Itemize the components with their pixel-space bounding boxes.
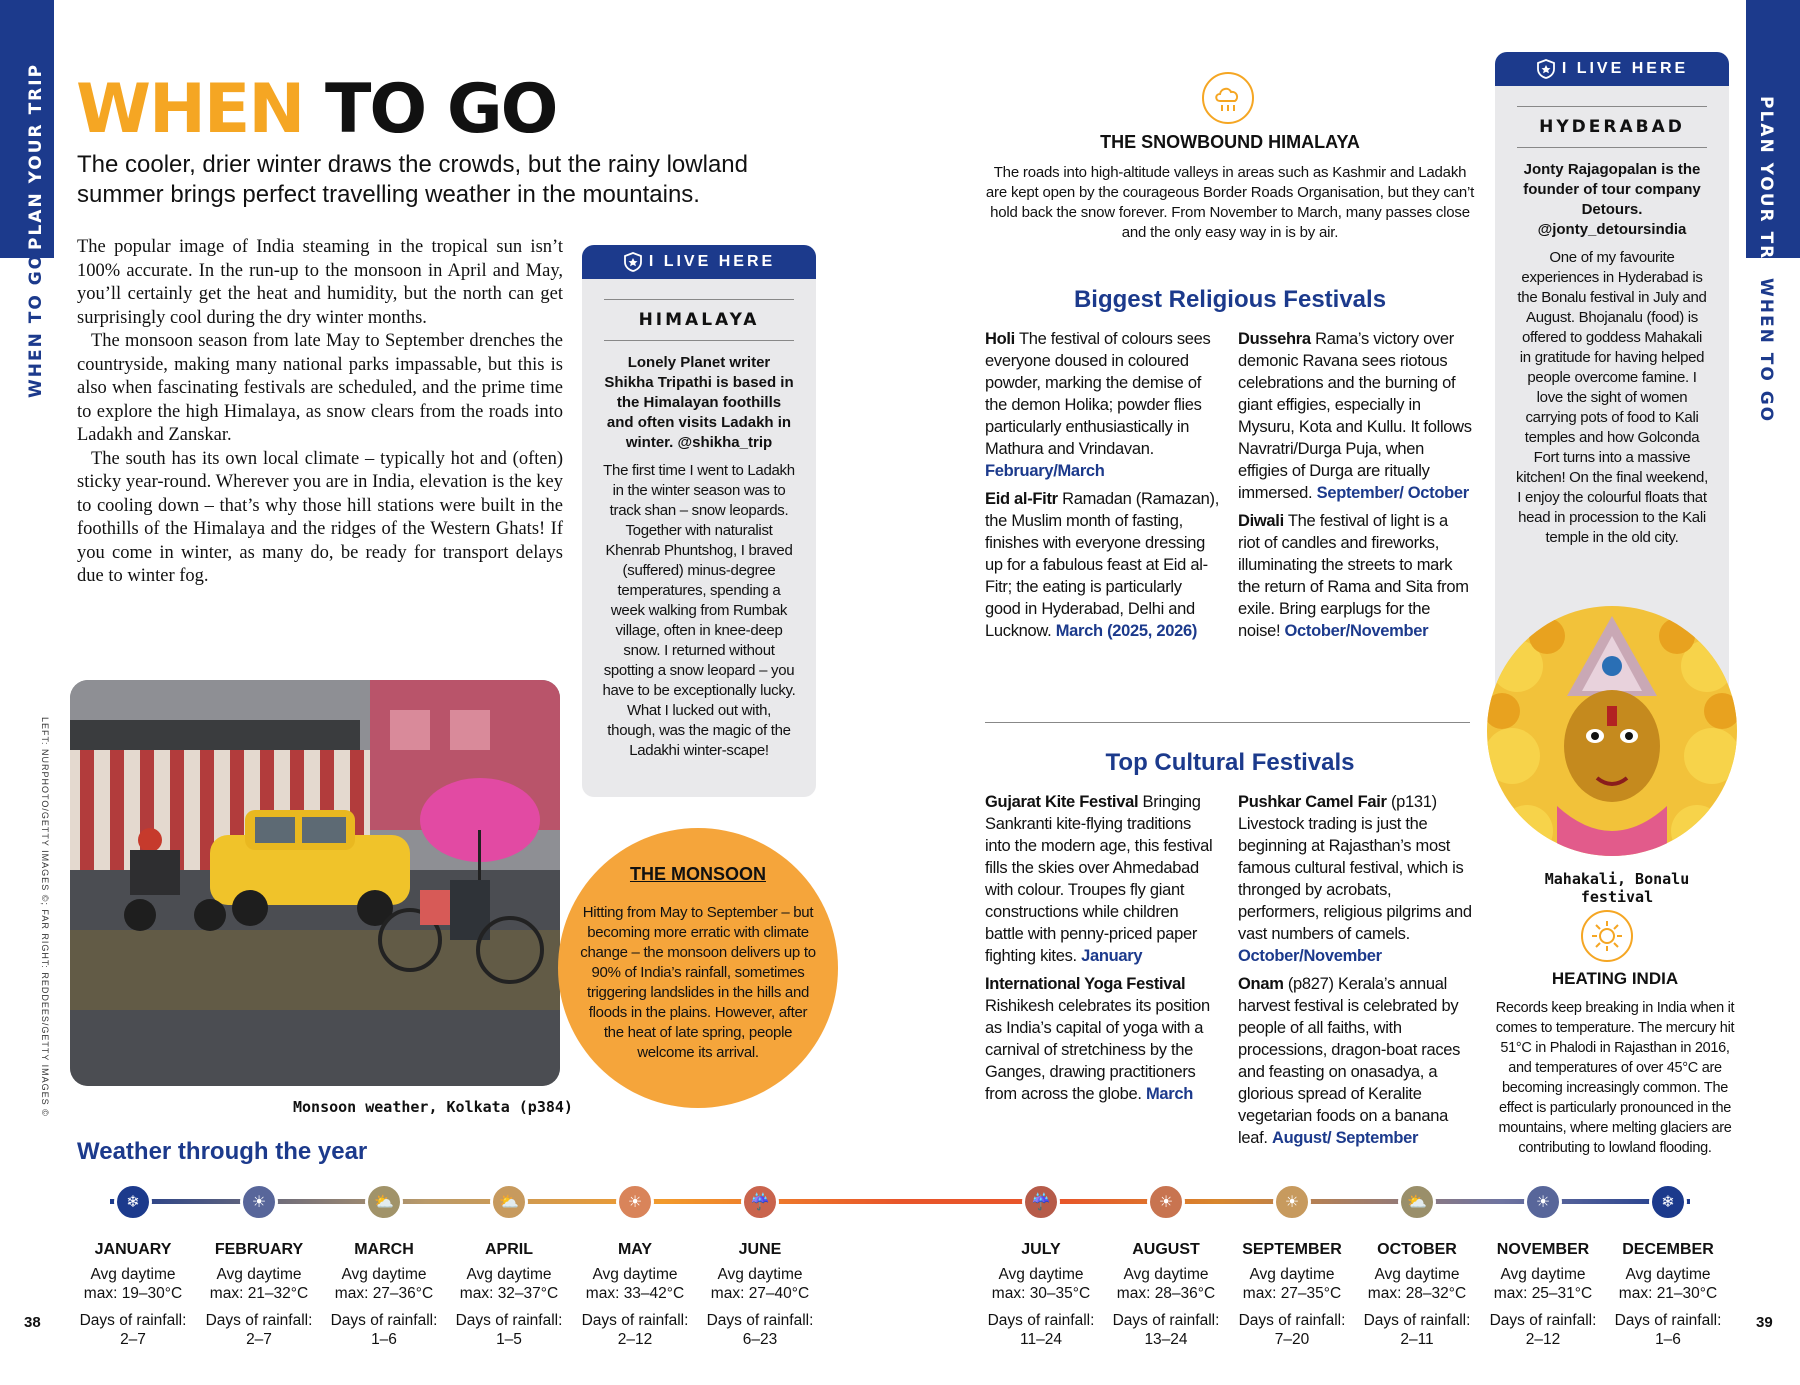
- festival-item: [1238, 328, 1473, 504]
- festival-date: March (2025, 2026): [1055, 622, 1198, 640]
- sidebar-section-label: PLAN YOUR TRIP: [26, 62, 46, 250]
- festival-name: Pushkar Camel Fair: [1238, 793, 1387, 811]
- page-number-right: 39: [1756, 1314, 1773, 1331]
- month-name: MARCH: [354, 1241, 414, 1258]
- max-temp: max: 32–37°C: [459, 1285, 559, 1302]
- max-temp: max: 27–40°C: [710, 1285, 810, 1302]
- festival-date: October/November: [1238, 947, 1382, 965]
- festival-name: Eid al-Fitr: [985, 490, 1058, 508]
- month-name: MAY: [617, 1241, 653, 1258]
- intro-text: [77, 236, 563, 589]
- sidebar-section-label-right: PLAN YOUR TRIP: [1756, 96, 1776, 284]
- max-temp: max: 27–35°C: [1242, 1285, 1342, 1302]
- intro-paragraph: The south has its own local climate – typically hot and (often) sticky year-round. Wherever you are in India, elevation is the key to cooling down – that’s why those hill stations were built in the foothills of the Himalaya and the ridges of the Western Ghats! If you come in winter, as many do, be ready for transport delays due to winter fog.: [77, 448, 563, 586]
- monsoon-callout: [558, 828, 838, 1108]
- sun-icon: [1581, 910, 1633, 962]
- festival-name: Diwali: [1238, 512, 1284, 530]
- month-column: [1354, 1183, 1480, 1349]
- festival-item: [985, 328, 1220, 482]
- mahakali-photo: [1487, 606, 1737, 856]
- page-number-left: 38: [24, 1314, 41, 1331]
- panel-intro: Jonty Rajagopalan is the founder of tour company Detours. @jonty_detoursindia: [1523, 161, 1701, 238]
- festival-text: The festival of colours sees everyone doused in coloured powder, marking the demise of the demon Holika; powder flies particularly enthusiastically in Mathura and Vrindavan.: [985, 330, 1211, 458]
- heating-heading: HEATING INDIA: [1551, 969, 1679, 988]
- month-name: DECEMBER: [1622, 1241, 1714, 1258]
- month-name: JULY: [1021, 1241, 1061, 1258]
- rain-days: 2–12: [617, 1331, 653, 1348]
- panel-place: HIMALAYA: [604, 299, 794, 341]
- festival-text: Rama’s victory over demonic Ravana sees riotous celebrations and the burning of giant effigies, especially in Mysuru, Kota and Kullu. It follows Navratri/Durga Puja, when effigies of Durga are ritually immersed.: [1238, 330, 1472, 502]
- page-subtitle: The cooler, drier winter draws the crowds, but the rainy lowland summer brings perfect travelling weather in the mountains.: [77, 151, 748, 208]
- panel-body: One of my favourite experiences in Hyderabad is the Bonalu festival in July and August. Bhojanalu (food) is offered to goddess Mahakali in gratitude for having helped people overcome famine. I love the sight of women carrying pots of food to Kali temples and how Golconda Fort turns into a massive kitchen! On the final weekend, I enjoy the colourful floats that head in procession to the Kali temple in the old city.: [1516, 249, 1708, 546]
- festival-text: (p827) Kerala’s annual harvest festival is celebrated by people of all faiths, with processions, dragon-boat races and feasting on onasadya, a glorious spread of Keralite vegetarian foods on a banana leaf.: [1238, 975, 1461, 1147]
- monsoon-photo: [70, 680, 560, 1086]
- avg-label: Avg daytime: [717, 1266, 803, 1283]
- rain-days: 13–24: [1144, 1331, 1188, 1348]
- festival-text: Bringing Sankranti kite-flying traditions into the modern age, this festival fills the skies over Ahmedabad with colour. Troupes fly giant constructions while children battle with penny-priced paper fighting kites.: [985, 793, 1213, 965]
- snowflake-icon: ❄: [1649, 1183, 1687, 1221]
- rain-cloud-icon: ☔: [741, 1183, 779, 1221]
- section-divider: [985, 722, 1470, 723]
- rain-label: Days of rainfall:: [79, 1312, 187, 1329]
- rain-label: Days of rainfall:: [1614, 1312, 1722, 1329]
- sun-icon: ☀: [240, 1183, 278, 1221]
- panel-header: [582, 245, 816, 279]
- month-column: [70, 1183, 196, 1349]
- month-column: [1103, 1183, 1229, 1349]
- festival-text: (p131) Livestock trading is just the beginning at Rajasthan’s most famous cultural festival, which is thronged by acrobats, performers, religious pilgrims and vast numbers of camels.: [1238, 793, 1472, 943]
- rain-days: 1–6: [1655, 1331, 1681, 1348]
- month-column: [446, 1183, 572, 1349]
- avg-label: Avg daytime: [1625, 1266, 1711, 1283]
- photo-credit: LEFT: NURPHOTO/GETTY IMAGES ©; FAR RIGHT: REDDEES/GETTY IMAGES ©: [40, 717, 50, 1117]
- sun-icon: ☀: [616, 1183, 654, 1221]
- month-column: [572, 1183, 698, 1349]
- festival-text: The festival of light is a riot of candles and fireworks, illuminating the streets to mark the return of Rama and Sita from exile. Bring earplugs for the noise!: [1238, 512, 1469, 640]
- festival-text: Rishikesh celebrates its position as India’s capital of yoga with a carnival of stretchiness by the Ganges, drawing practitioners from across the globe.: [985, 997, 1210, 1103]
- goddess-illustration: [1487, 606, 1737, 856]
- monsoon-heading: THE MONSOON: [629, 864, 766, 884]
- month-column: [978, 1183, 1104, 1349]
- festival-name: Holi: [985, 330, 1015, 348]
- month-column: [1229, 1183, 1355, 1349]
- max-temp: max: 30–35°C: [991, 1285, 1091, 1302]
- month-name: OCTOBER: [1377, 1241, 1457, 1258]
- rain-days: 1–6: [371, 1331, 397, 1348]
- monsoon-street-illustration: [70, 680, 560, 1086]
- festival-name: Onam: [1238, 975, 1284, 993]
- festival-name: International Yoga Festival: [985, 975, 1186, 993]
- rain-label: Days of rainfall:: [581, 1312, 689, 1329]
- rain-label: Days of rainfall:: [1238, 1312, 1346, 1329]
- festival-item: [1238, 791, 1473, 967]
- sun-icon: ☀: [1524, 1183, 1562, 1221]
- rain-cloud-icon: ☔: [1022, 1183, 1060, 1221]
- month-name: SEPTEMBER: [1242, 1241, 1342, 1258]
- rain-days: 2–7: [120, 1331, 146, 1348]
- rain-label: Days of rainfall:: [455, 1312, 563, 1329]
- max-temp: max: 28–32°C: [1367, 1285, 1467, 1302]
- month-name: JUNE: [738, 1241, 782, 1258]
- rain-days: 2–11: [1400, 1331, 1434, 1348]
- badge-icon: [1536, 59, 1556, 79]
- monsoon-text: Hitting from May to September – but becoming more erratic with climate change – the monsoon delivers up to 90% of India’s rainfall, sometimes triggering landslides in the hills and floods in the plains. However, after the heat of late spring, people welcome its arrival.: [580, 904, 816, 1061]
- festival-date: September/ October: [1316, 484, 1469, 502]
- partly-cloudy-icon: ⛅: [1398, 1183, 1436, 1221]
- month-column: [697, 1183, 823, 1349]
- avg-label: Avg daytime: [90, 1266, 176, 1283]
- heating-text: Records keep breaking in India when it comes to temperature. The mercury hit 51°C in Phalodi in Rajasthan in 2016, and temperatures of over 45°C are becoming increasingly common. The effect is particularly pronounced in the mountains, where melting glaciers are contributing to lowland flooding.: [1495, 1000, 1735, 1156]
- avg-label: Avg daytime: [592, 1266, 678, 1283]
- festival-name: Gujarat Kite Festival: [985, 793, 1139, 811]
- rain-label: Days of rainfall:: [1363, 1312, 1471, 1329]
- sidebar-chapter-label: WHEN TO GO: [26, 252, 46, 398]
- festival-date: October/November: [1284, 622, 1429, 640]
- cultural-column-right: [1238, 791, 1473, 1155]
- partly-cloudy-icon: ⛅: [365, 1183, 403, 1221]
- max-temp: max: 21–32°C: [209, 1285, 309, 1302]
- festival-item: [1238, 510, 1473, 642]
- avg-label: Avg daytime: [466, 1266, 552, 1283]
- max-temp: max: 33–42°C: [585, 1285, 685, 1302]
- month-name: APRIL: [485, 1241, 533, 1258]
- max-temp: max: 27–36°C: [334, 1285, 434, 1302]
- religious-festivals-heading: Biggest Religious Festivals: [1073, 286, 1387, 313]
- snowbound-text: The roads into high-altitude valleys in areas such as Kashmir and Ladakh are kept open by the courageous Border Roads Organisation, but they can’t hold back the snow forever. From November to March, many passes close and the only easy way in is by air.: [985, 164, 1475, 241]
- photo-caption: Monsoon weather, Kolkata (p384): [293, 1098, 573, 1116]
- avg-label: Avg daytime: [1249, 1266, 1335, 1283]
- month-name: FEBRUARY: [214, 1241, 304, 1258]
- rain-days: 1–5: [496, 1331, 522, 1348]
- month-column: [1480, 1183, 1606, 1349]
- sidebar-chapter-label-right: WHEN TO GO: [1756, 278, 1776, 424]
- month-column: [1605, 1183, 1731, 1349]
- panel-header-label: I LIVE HERE: [648, 253, 776, 270]
- intro-paragraph: The popular image of India steaming in the tropical sun isn’t 100% accurate. In the run-up to the monsoon in April and May, you’ll certainly get the heat and humidity, but the north can get surprisingly cool during the dry winter months.: [77, 237, 563, 328]
- panel-intro: Lonely Planet writer Shikha Tripathi is based in the Himalayan foothills and often visits Ladakh in winter. @shikha_trip: [604, 354, 794, 451]
- rain-label: Days of rainfall:: [1489, 1312, 1597, 1329]
- festival-date: August/ September: [1271, 1129, 1419, 1147]
- title-rest: TO GO: [324, 70, 557, 149]
- festival-date: February/March: [985, 462, 1105, 480]
- rain-days: 7–20: [1274, 1331, 1310, 1348]
- rain-days: 2–7: [246, 1331, 272, 1348]
- rain-label: Days of rainfall:: [706, 1312, 814, 1329]
- i-live-here-himalaya-panel: [582, 245, 816, 797]
- avg-label: Avg daytime: [998, 1266, 1084, 1283]
- weather-heading: Weather through the year: [77, 1138, 368, 1165]
- cultural-festivals-heading: Top Cultural Festivals: [1105, 749, 1355, 776]
- festival-date: January: [1081, 947, 1143, 965]
- month-name: JANUARY: [94, 1241, 172, 1258]
- intro-paragraph: The monsoon season from late May to September drenches the countryside, making many national parks impassable, but this is also when fascinating festivals are scheduled, and the prime time to explore the high Himalaya, as snow clears from the roads into Ladakh and Zanskar.: [77, 331, 563, 445]
- rain-days: 11–24: [1020, 1331, 1062, 1348]
- rain-days: 2–12: [1525, 1331, 1561, 1348]
- festival-text: Ramadan (Ramazan), the Muslim month of fasting, finishes with everyone dressing up for a fabulous feast at Eid al-Fitr; the eating is particularly good in Hyderabad, Delhi and Lucknow.: [985, 490, 1219, 640]
- max-temp: max: 21–30°C: [1618, 1285, 1718, 1302]
- panel-header-label: I LIVE HERE: [1561, 60, 1689, 77]
- avg-label: Avg daytime: [1123, 1266, 1209, 1283]
- rain-label: Days of rainfall:: [1112, 1312, 1220, 1329]
- partly-cloudy-icon: ⛅: [490, 1183, 528, 1221]
- page-title: [76, 70, 556, 150]
- panel-body: The first time I went to Ladakh in the winter season was to track shan – snow leopards. Together with naturalist Khenrab Phuntshog, I braved (suffered) minus-degree temperatures, spending a week walking from Rumbak village, often in knee-deep snow. I returned without spotting a snow leopard – you have to be exceptionally lucky. What I lucked out with, though, was the magic of the Ladakhi winter-scape!: [602, 462, 796, 759]
- avg-label: Avg daytime: [1374, 1266, 1460, 1283]
- snow-cloud-icon: [1202, 72, 1254, 124]
- panel-place: HYDERABAD: [1517, 106, 1707, 148]
- festival-item: [1238, 973, 1473, 1149]
- rain-label: Days of rainfall:: [205, 1312, 313, 1329]
- festival-item: [985, 973, 1220, 1105]
- mahakali-caption: Mahakali, Bonalu festival: [1544, 870, 1690, 906]
- month-name: NOVEMBER: [1496, 1241, 1590, 1258]
- snowflake-icon: ❄: [114, 1183, 152, 1221]
- avg-label: Avg daytime: [1500, 1266, 1586, 1283]
- max-temp: max: 28–36°C: [1116, 1285, 1216, 1302]
- festival-name: Dussehra: [1238, 330, 1311, 348]
- max-temp: max: 19–30°C: [83, 1285, 183, 1302]
- religious-column-right: [1238, 328, 1473, 648]
- title-accent: WHEN: [76, 70, 304, 149]
- month-column: [321, 1183, 447, 1349]
- avg-label: Avg daytime: [341, 1266, 427, 1283]
- month-name: AUGUST: [1132, 1241, 1200, 1258]
- sun-icon: ☀: [1273, 1183, 1311, 1221]
- rain-days: 6–23: [742, 1331, 778, 1348]
- snowbound-heading: THE SNOWBOUND HIMALAYA: [1100, 132, 1360, 152]
- sun-icon: ☀: [1147, 1183, 1185, 1221]
- max-temp: max: 25–31°C: [1493, 1285, 1593, 1302]
- religious-column-left: [985, 328, 1220, 648]
- panel-header: [1495, 52, 1729, 86]
- festival-item: [985, 488, 1220, 642]
- rain-label: Days of rainfall:: [987, 1312, 1095, 1329]
- avg-label: Avg daytime: [216, 1266, 302, 1283]
- festival-item: [985, 791, 1220, 967]
- badge-icon: [623, 252, 643, 272]
- month-column: [196, 1183, 322, 1349]
- rain-label: Days of rainfall:: [330, 1312, 438, 1329]
- cultural-column-left: [985, 791, 1220, 1111]
- festival-date: March: [1145, 1085, 1194, 1103]
